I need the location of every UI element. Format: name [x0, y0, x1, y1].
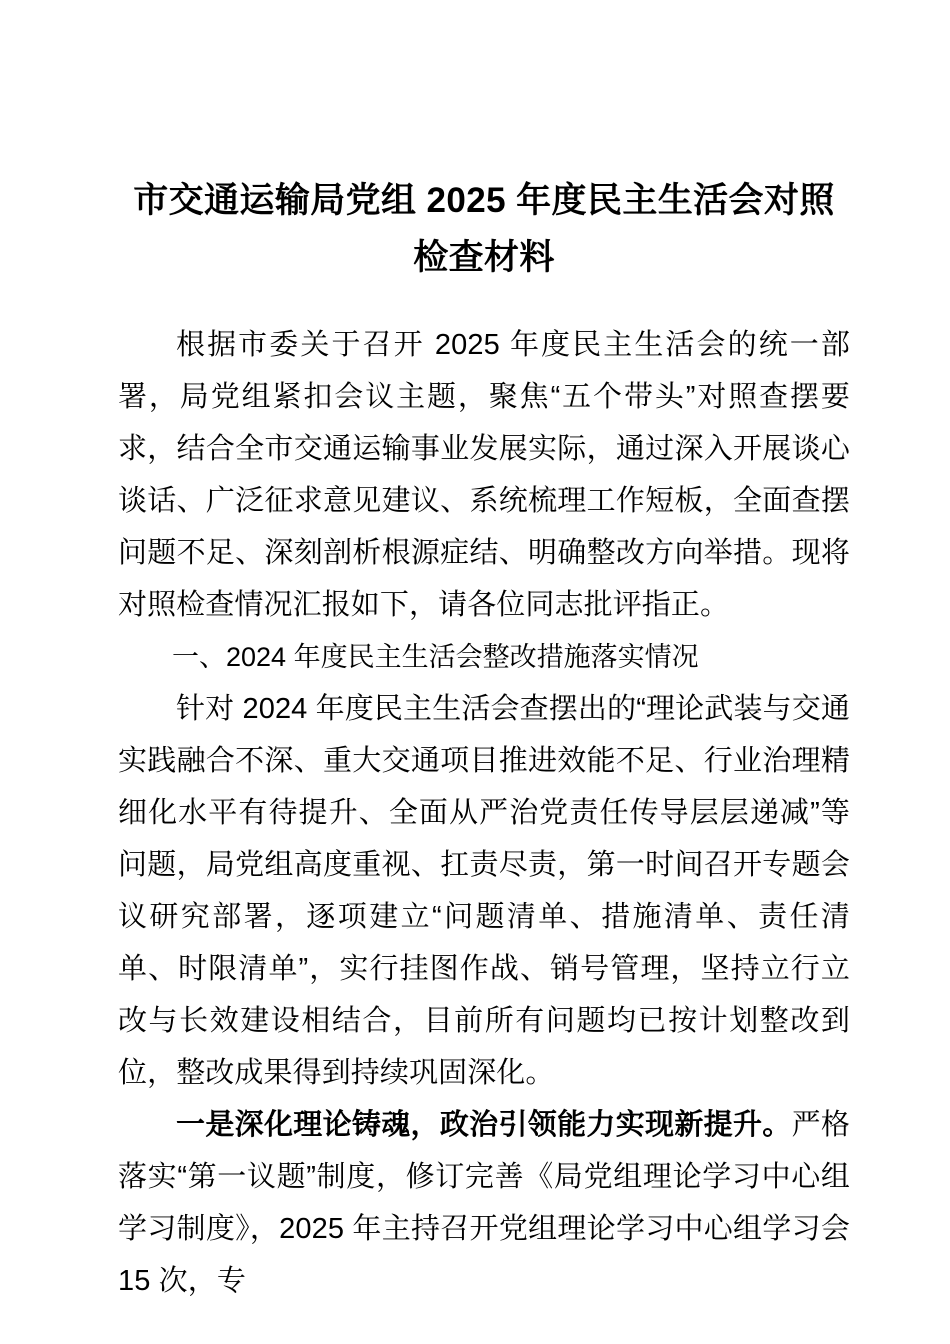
document-body: [118, 0, 850, 1307]
page-title-line-1: 市交通运输局党组 2025 年度民主生活会对照: [133, 181, 835, 220]
page-title-line-2: 检查材料: [413, 238, 555, 277]
paragraph-section-1-body: 针对 2024 年度民主生活会查摆出的“理论武装与交通实践融合不深、重大交通项目推进效能不足、行业治理精细化水平有待提升、全面从严治党责任传导层层递减”等问题，局党组高度重视、扛责尽责，第一时间召开专题会议研究部署，逐项建立“问题清单、措施清单、责任清单、时限清单”，实行挂图作战、销号管理，坚持立行立改与长效建设相结合，目前所有问题均已按计划整改到位，整改成果得到持续巩固深化。: [118, 693, 850, 1089]
paragraph-intro: 根据市委关于召开 2025 年度民主生活会的统一部署，局党组紧扣会议主题，聚焦“五个带头”对照查摆要求，结合全市交通运输事业发展实际，通过深入开展谈心谈话、广泛征求意见建议、系统梳理工作短板，全面查摆问题不足、深刻剖析根源症结、明确整改方向举措。现将对照检查情况汇报如下，请各位同志批评指正。: [118, 329, 850, 621]
page-title: [118, 0, 850, 286]
paragraph-section-1-item-1: [118, 1099, 850, 1307]
item-1-lead: 一是深化理论铸魂，政治引领能力实现新提升。: [176, 1109, 792, 1141]
section-heading-1: 一、2024 年度民主生活会整改措施落实情况: [172, 642, 699, 672]
item-1-text: 严格落实“第一议题”制度，修订完善《局党组理论学习中心组学习制度》，2025 年主持召开党组理论学习中心组学习会 15 次，专: [118, 1109, 850, 1297]
